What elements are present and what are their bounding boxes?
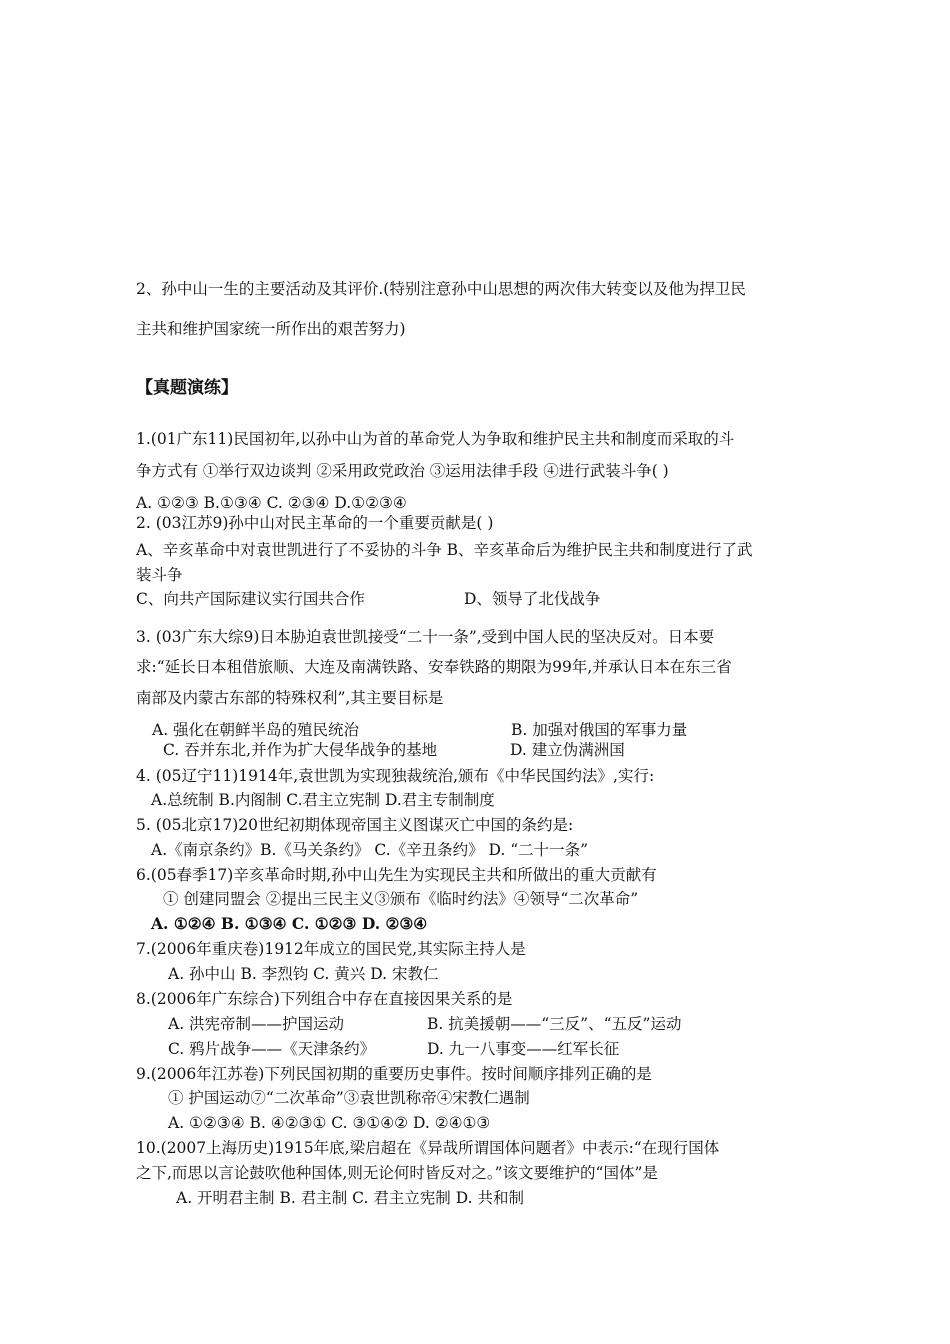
question-option-d: D. 建立伪满洲国 [510, 741, 625, 759]
question-stem-line: 之下,而思以言论鼓吹他种国体,则无论何时皆反对之。”该文要维护的“国体”是 [136, 1164, 658, 1182]
question-option-a: A. 洪宪帝制——护国运动 [168, 1015, 345, 1033]
question-stem-line: 10.(2007上海历史)1915年底,梁启超在《异哉所谓国体问题者》中表示:“在现行国体 [136, 1139, 720, 1157]
question-option-c: C、向共产国际建议实行国共合作 [136, 590, 365, 608]
question-stem-line: 3. (03广东大综9)日本胁迫袁世凯接受“二十一条”,受到中国人民的坚决反对。日本要 [136, 628, 715, 646]
question-option-ab-cont: 装斗争 [136, 566, 183, 584]
question-option-b: B. 抗美援朝——“三反”、“五反”运动 [427, 1015, 682, 1033]
question-option-c: C. 鸦片战争——《天津条约》 [168, 1040, 376, 1058]
section-title: 【真题演练】 [136, 378, 238, 398]
question-stem: 2. (03江苏9)孙中山对民主革命的一个重要贡献是( ) [136, 514, 494, 532]
question-options: A. 孙中山 B. 李烈钧 C. 黄兴 D. 宋教仁 [168, 965, 439, 983]
review-item-line-2: 主共和维护国家统一所作出的艰苦努力) [136, 320, 406, 338]
question-options: A. ①②③④ B. ④②③① C. ③①④② D. ②④①③ [168, 1114, 491, 1132]
question-stem: 7.(2006年重庆卷)1912年成立的国民党,其实际主持人是 [136, 940, 526, 958]
question-stem: 6.(05春季17)辛亥革命时期,孙中山先生为实现民主共和所做出的重大贡献有 [136, 866, 657, 884]
question-stem: 9.(2006年江苏卷)下列民国初期的重要历史事件。按时间顺序排列正确的是 [136, 1065, 652, 1083]
question-stem: 5. (05北京17)20世纪初期体现帝国主义图谋灭亡中国的条约是: [136, 816, 574, 834]
question-options: A. ①②④ B. ①③④ C. ①②③ D. ②③④ [151, 914, 428, 933]
question-option-ab: A、辛亥革命中对袁世凯进行了不妥协的斗争 B、辛亥革命后为维护民主共和制度进行了武 [136, 541, 753, 559]
question-options: A. 开明君主制 B. 君主制 C. 君主立宪制 D. 共和制 [176, 1189, 524, 1207]
question-stem: 8.(2006年广东综合)下列组合中存在直接因果关系的是 [136, 990, 513, 1008]
review-item-line-1: 2、孙中山一生的主要活动及其评价.(特别注意孙中山思想的两次伟大转变以及他为捍卫民 [136, 280, 746, 298]
question-option-c: C. 吞并东北,并作为扩大侵华战争的基地 [163, 741, 438, 759]
question-options: A.《南京条约》B.《马关条约》 C.《辛丑条约》 D. “二十一条” [151, 841, 589, 859]
question-options: A. ①②③ B.①③④ C. ②③④ D.①②③④ [136, 494, 407, 512]
question-option-a: A. 强化在朝鲜半岛的殖民统治 [152, 721, 360, 739]
question-option-d: D. 九一八事变——红军长征 [427, 1040, 620, 1058]
question-stem-line: 争方式有 ①举行双边谈判 ②采用政党政治 ③运用法律手段 ④进行武装斗争( ) [136, 462, 669, 480]
question-stem-line: 求:“延长日本租借旅顺、大连及南满铁路、安奉铁路的期限为99年,并承认日本在东三省 [136, 658, 732, 676]
question-option-d: D、领导了北伐战争 [464, 590, 601, 608]
question-stem-line: 1.(01广东11)民国初年,以孙中山为首的革命党人为争取和维护民主共和制度而采取的斗 [136, 430, 735, 448]
question-items: ① 护国运动⑦“二次革命”③袁世凯称帝④宋教仁遇制 [168, 1089, 530, 1107]
question-stem-line: 南部及内蒙古东部的特殊权利”,其主要目标是 [136, 689, 444, 707]
question-option-b: B. 加强对俄国的军事力量 [511, 721, 688, 739]
question-stem: 4. (05辽宁11)1914年,袁世凯为实现独裁统治,颁布《中华民国约法》,实行: [136, 767, 655, 785]
question-options: A.总统制 B.内阁制 C.君主立宪制 D.君主专制制度 [151, 791, 495, 809]
question-items: ① 创建同盟会 ②提出三民主义③颁布《临时约法》④领导“二次革命” [163, 890, 639, 908]
